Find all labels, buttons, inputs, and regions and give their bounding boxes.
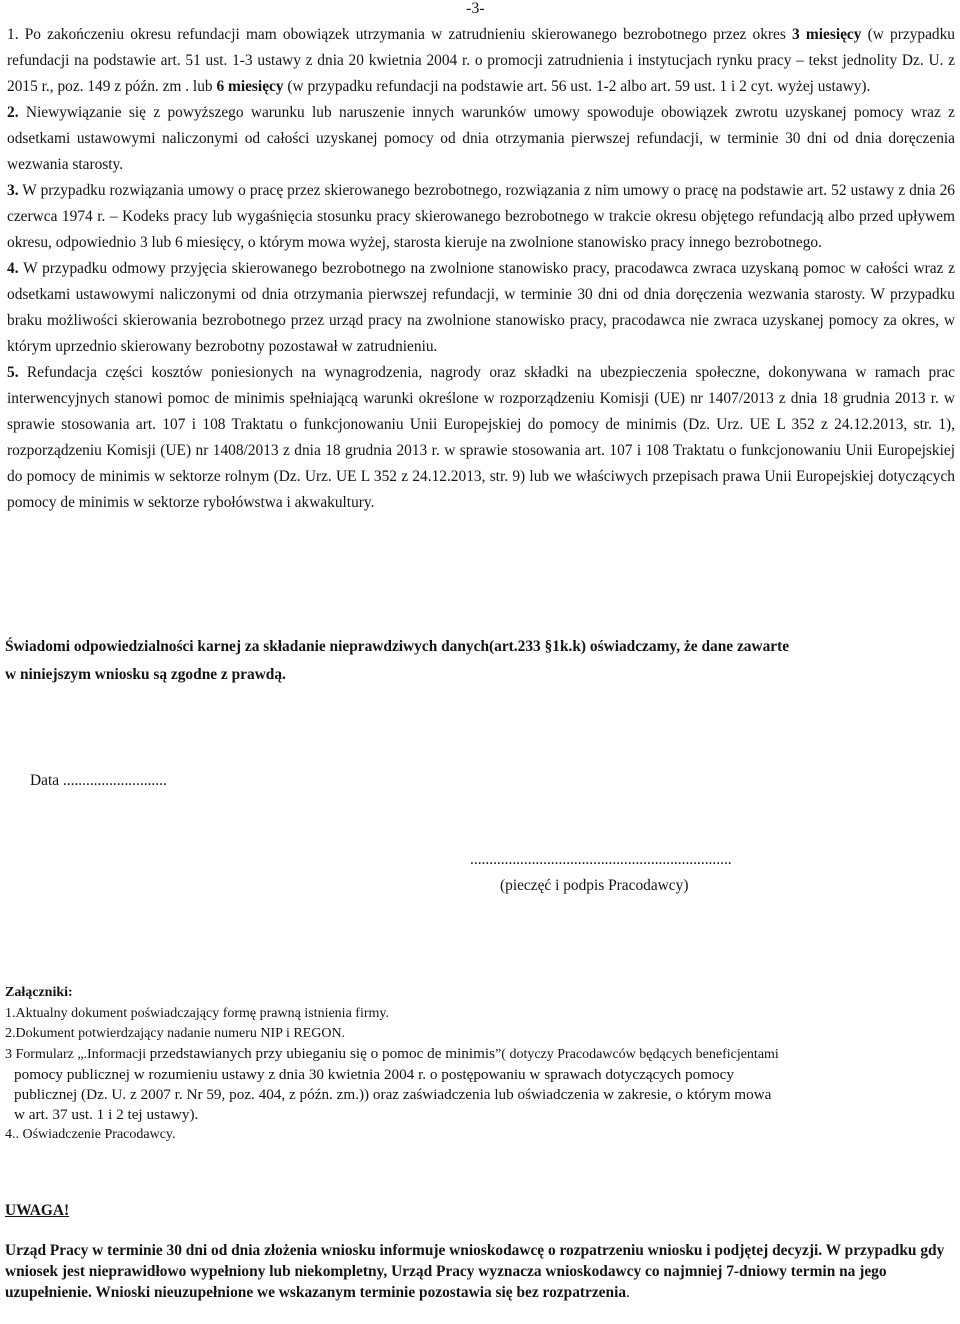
paragraph-5-text: Refundacja części kosztów poniesionych na wynagrodzenia, nagrody oraz składki na ubezpieczenia społeczne, dokonywana w ramach prac interwencyjnych stanowi pomoc de minimis spełniającą warunki określone w rozporządzeniu Komisji (UE) nr 1407/2013 z dnia 18 grudnia 2013 r. w sprawie stosowania art. 107 i 108 Traktatu o funkcjonowaniu Unii Europejskiej do pomocy de minimis (Dz. Urz. UE L 352 z 24.12.2013, str. 1), rozporządzeniu Komisji (UE) nr 1408/2013 z dnia 18 grudnia 2013 r. w sprawie stosowania art. 107 i 108 Traktatu o funkcjonowaniu Unii Europejskiej do pomocy de minimis w sektorze rolnym (Dz. Urz. UE L 352 z 24.12.2013, str. 9) lub we właściwych przepisach prawa Unii Europejskiej dotyczących pomocy de minimis w sektorze rybołówstwa i akwakultury. xyxy=(7,364,955,511)
paragraph-3-text: W przypadku rozwiązania umowy o pracę przez skierowanego bezrobotnego, rozwiązania z nim umowy o pracę na podstawie art. 52 ustawy z dnia 26 czerwca 1974 r. – Kodeks pracy lub wygaśnięcia stosunku pracy skierowanego bezrobotnego w trakcie okresu objętego refundacją albo przed upływem okresu, odpowiednio 3 lub 6 miesięcy, o którym mowa wyżej, starosta kieruje na zwolnione stanowisko pracy innego bezrobotnego. xyxy=(7,182,955,251)
paragraph-1-text-c: (w przypadku refundacji na podstawie art. 51 ust. 1-3 ustawy z dnia 20 kwietnia 2004 r. o promocji zatrudnienia i instytucjach rynku pracy – tekst jednolity Dz. U. z 2015 r., poz. 149 z późn. zm . lub xyxy=(7,26,955,95)
declaration-line-1: Świadomi odpowiedzialności karnej za składanie nieprawdziwych danych(art.233 §1k.k) oświadczamy, że dane zawarte xyxy=(5,638,790,655)
date-field: Data ........................... xyxy=(30,772,167,789)
paragraph-1-text-a: Po zakończeniu okresu refundacji mam obowiązek utrzymania w zatrudnieniu skierowanego bezrobotnego przez okres xyxy=(18,26,793,43)
attachment-item-3-a: 3 Formularz „.Informacji xyxy=(5,1047,150,1062)
attachment-item-3 xyxy=(5,1044,955,1065)
attachment-item-1: 1.Aktualny dokument poświadczający formę prawną istnienia firmy. xyxy=(5,1006,389,1021)
attachment-item-3-b: przedstawianych przy ubieganiu się o pomoc de minimis xyxy=(149,1045,496,1062)
paragraph-2-text: Niewywiązanie się z powyższego warunku lub naruszenie innych warunków umowy spowoduje obowiązek zwrotu uzyskanej pomocy wraz z odsetkami ustawowymi naliczonymi od całości uzyskanej pomocy od dnia otrzymania pierwszej refundacji, w terminie 30 dni od dnia doręczenia wezwania starosty. xyxy=(7,104,955,173)
paragraph-3 xyxy=(7,178,955,256)
paragraph-5-number: 5. xyxy=(7,364,19,381)
signature-caption: (pieczęć i podpis Pracodawcy) xyxy=(500,877,689,894)
paragraph-4-text: W przypadku odmowy przyjęcia skierowanego bezrobotnego na zwolnione stanowisko pracy, pracodawca zwraca uzyskaną pomoc w całości wraz z odsetkami ustawowymi naliczonymi od dnia otrzymania pierwszej refundacji, w terminie 30 dni od dnia doręczenia wezwania starosty. W przypadku braku możliwości skierowania bezrobotnego przez urząd pracy na zwolnione stanowisko pracy, pracodawca nie zwraca uzyskanej pomocy za okres, w którym uprzednio skierowany bezrobotny pozostawał w zatrudnieniu. xyxy=(7,260,955,355)
paragraph-5 xyxy=(7,360,955,516)
signature-line: .................................................................... xyxy=(470,851,732,868)
paragraph-2-number: 2. xyxy=(7,104,19,121)
attachments-title: Załączniki: xyxy=(5,985,73,1000)
paragraph-4-number: 4. xyxy=(7,260,19,277)
paragraph-1-number: 1. xyxy=(7,26,19,43)
attachment-item-3-line-3: publicznej (Dz. U. z 2007 r. Nr 59, poz. 404, z późn. zm.)) oraz zaświadczenia lub oświadczenia w zakresie, o którym mowa xyxy=(14,1086,772,1103)
warning-title: UWAGA! xyxy=(5,1202,70,1219)
paragraph-3-number: 3. xyxy=(7,182,19,199)
paragraph-1 xyxy=(7,22,955,100)
declaration-line-2: w niniejszym wniosku są zgodne z prawdą. xyxy=(5,666,286,683)
paragraph-2 xyxy=(7,100,955,178)
attachment-item-3-c: ”( dotyczy Pracodawców będących beneficjentami xyxy=(495,1047,779,1062)
attachment-item-2: 2.Dokument potwierdzający nadanie numeru NIP i REGON. xyxy=(5,1026,346,1041)
paragraph-1-text-e: (w przypadku refundacji na podstawie art. 56 ust. 1-2 albo art. 59 ust. 1 i 2 cyt. wyżej ustawy). xyxy=(283,78,871,95)
page-number: -3- xyxy=(466,0,485,17)
attachment-item-4: 4.. Oświadczenie Pracodawcy. xyxy=(5,1127,176,1142)
attachments-section xyxy=(5,983,955,1145)
declaration xyxy=(5,633,953,689)
warning-text xyxy=(5,1240,945,1303)
attachment-item-3-line-4: w art. 37 ust. 1 i 2 tej ustawy). xyxy=(14,1106,199,1123)
attachment-item-3-line-2: pomocy publicznej w rozumieniu ustawy z dnia 30 kwietnia 2004 r. o postępowaniu w sprawach dotyczących pomocy xyxy=(14,1066,734,1083)
conditions-section xyxy=(7,22,955,516)
paragraph-1-period-3: 3 miesięcy xyxy=(792,26,862,43)
warning-body: Urząd Pracy w terminie 30 dni od dnia złożenia wniosku informuje wnioskodawcę o rozpatrzeniu wniosku i podjętej decyzji. W przypadku gdy wniosek jest nieprawidłowo wypełniony lub niekompletny, Urząd Pracy wyznacza wnioskodawcy co najmniej 7-dniowy termin na jego uzupełnienie. Wnioski nieuzupełnione we wskazanym terminie pozostawia się bez rozpatrzenia xyxy=(5,1242,945,1301)
paragraph-1-period-6: 6 miesięcy xyxy=(216,78,284,95)
warning-end: . xyxy=(626,1284,630,1301)
paragraph-4 xyxy=(7,256,955,360)
